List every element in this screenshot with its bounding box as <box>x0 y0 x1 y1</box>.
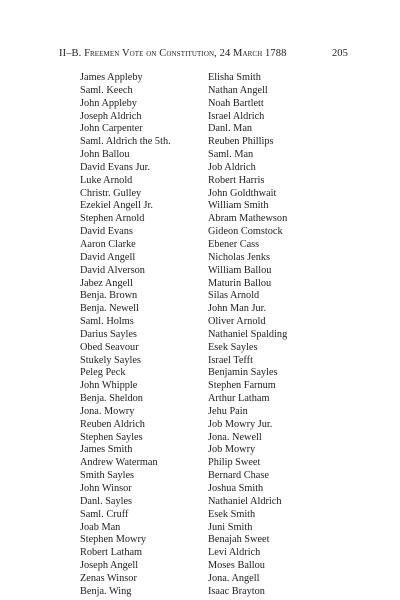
name-entry: Robert Harris <box>208 174 265 186</box>
name-entry: Nathaniel Spalding <box>208 328 288 340</box>
name-entry: Jona. Newell <box>208 431 262 443</box>
name-entry: William Ballou <box>208 264 272 276</box>
name-entry: John Whipple <box>80 380 138 392</box>
name-entry: Esek Sayles <box>208 341 258 353</box>
name-entry: Noah Bartlett <box>208 97 264 109</box>
name-entry: Christr. Gulley <box>80 187 142 199</box>
name-entry: Silas Arnold <box>208 290 260 302</box>
name-column-right <box>208 72 348 599</box>
name-entry: Stephen Mowry <box>80 534 147 546</box>
name-entry: Ebener Cass <box>208 238 260 250</box>
name-entry: James Appleby <box>80 72 143 83</box>
name-entry: Benja. Brown <box>80 290 138 302</box>
name-entry: Robert Latham <box>80 547 143 559</box>
name-entry: Danl. Sayles <box>80 495 133 507</box>
name-entry: Joab Man <box>80 521 121 533</box>
name-entry: John Appleby <box>80 97 137 109</box>
name-entry: Nicholas Jenks <box>208 251 271 263</box>
name-entry: Joseph Angell <box>80 560 139 572</box>
name-entry: Saml. Aldrich the 5th. <box>80 136 171 148</box>
name-entry: Zenas Winsor <box>80 572 137 584</box>
name-entry: Reuben Aldrich <box>80 418 145 430</box>
running-head <box>59 48 348 62</box>
name-entry: Saml. Keech <box>80 84 133 96</box>
name-entry: John Winsor <box>80 483 132 494</box>
name-entry: Benja. Wing <box>80 585 132 597</box>
name-entry: Stukely Sayles <box>80 354 141 366</box>
name-entry: James Smith <box>80 444 133 456</box>
name-entry: Andrew Waterman <box>80 457 158 469</box>
name-entry: Oliver Arnold <box>208 316 266 328</box>
name-entry: Job Aldrich <box>208 161 256 173</box>
name-entry: Job Mowry <box>208 444 256 456</box>
name-entry: Job Mowry Jur. <box>208 418 273 430</box>
name-entry: Aaron Clarke <box>80 238 136 250</box>
name-entry: Elisha Smith <box>208 72 261 83</box>
name-entry: Israel Tefft <box>208 354 253 366</box>
name-entry: Saml. Holms <box>80 316 134 328</box>
name-entry: Stephen Farnum <box>208 380 276 392</box>
name-entry: Saml. Man <box>208 149 254 161</box>
name-entry: Smith Sayles <box>80 470 135 482</box>
name-entry: Benjamin Sayles <box>208 367 278 379</box>
name-entry: Juni Smith <box>208 521 253 533</box>
name-entry: Danl. Man <box>208 123 253 135</box>
name-entry: Jabez Angell <box>80 277 133 289</box>
name-entry: Esek Smith <box>208 508 256 520</box>
name-entry: Jona. Angell <box>208 572 260 584</box>
name-entry: Ezekiel Angell Jr. <box>80 200 153 212</box>
name-entry: David Alverson <box>80 264 145 276</box>
name-entry: John Goldthwait <box>208 187 277 199</box>
name-entry: Jona. Mowry <box>80 405 135 417</box>
name-entry: Maturin Ballou <box>208 277 272 289</box>
name-entry: Joseph Aldrich <box>80 110 142 122</box>
name-entry: Levi Aldrich <box>208 547 261 559</box>
name-entry: Jehu Pain <box>208 405 248 417</box>
name-entry: Saml. Cruff <box>80 508 129 520</box>
name-entry: Darius Sayles <box>80 328 137 340</box>
running-title: II–B. Freemen Vote on Constitution, 24 March 1788 <box>59 48 287 59</box>
name-entry: Benja. Newell <box>80 303 139 315</box>
name-entry: Stephen Sayles <box>80 431 143 443</box>
name-entry: Stephen Arnold <box>80 213 145 225</box>
page-number: 205 <box>331 48 348 59</box>
name-entry: Nathaniel Aldrich <box>208 495 282 507</box>
name-entry: Arthur Latham <box>208 393 270 405</box>
name-entry: Luke Arnold <box>80 174 133 186</box>
name-entry: Abram Mathewson <box>208 213 288 225</box>
name-entry: Philip Sweet <box>208 457 261 469</box>
name-entry: Gideon Comstock <box>208 226 283 238</box>
name-column-left <box>80 72 205 599</box>
name-entry: Bernard Chase <box>208 470 269 482</box>
name-entry: Moses Ballou <box>208 560 265 572</box>
name-entry: Obed Seavour <box>80 341 139 353</box>
name-entry: Israel Aldrich <box>208 110 265 122</box>
name-entry: John Carpenter <box>80 123 143 135</box>
name-entry: David Angell <box>80 251 136 263</box>
name-entry: Peleg Peck <box>80 367 126 379</box>
name-entry: Reuben Phillips <box>208 136 274 148</box>
name-entry: William Smith <box>208 200 269 212</box>
name-entry: John Man Jur. <box>208 303 267 315</box>
name-entry: Isaac Brayton <box>208 585 265 597</box>
name-entry: Benja. Sheldon <box>80 393 143 405</box>
name-entry: David Evans Jur. <box>80 161 151 173</box>
name-entry: Joshua Smith <box>208 483 264 494</box>
name-entry: John Ballou <box>80 149 130 161</box>
name-entry: Benajah Sweet <box>208 534 270 546</box>
name-entry: Nathan Angell <box>208 84 268 96</box>
name-entry: David Evans <box>80 226 133 238</box>
